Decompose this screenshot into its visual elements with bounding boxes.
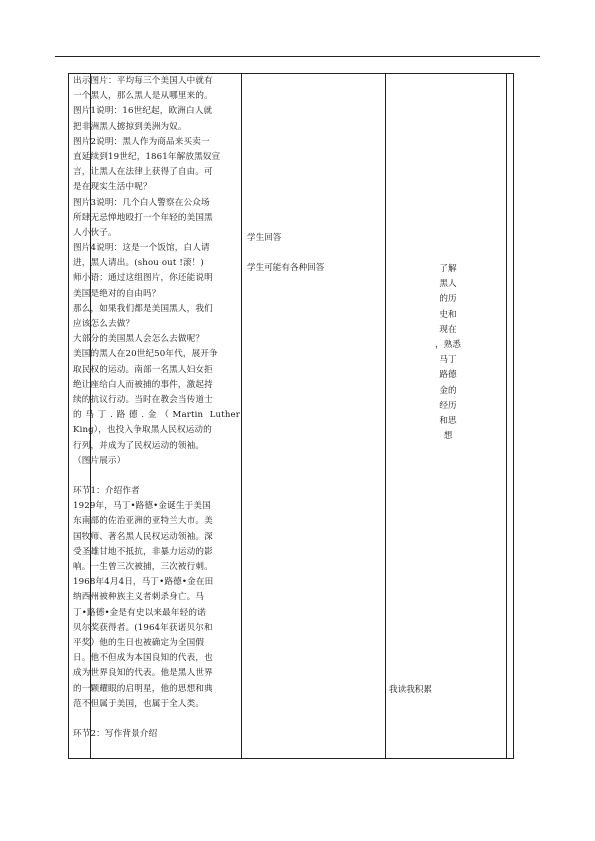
text-line: 直延续到19世纪，1861年解放黑奴宣: [73, 151, 221, 162]
text-line: 行列，并成为了民权运动的领袖。: [73, 440, 205, 451]
text-line: 受圣雄甘地不抵抗，非暴力运动的影: [73, 546, 213, 557]
text-line: 人小伙子。: [73, 227, 117, 238]
purpose-line: 史和: [439, 309, 457, 320]
text-line: 言，让黑人在法律上获得了自由。可: [73, 167, 213, 178]
text-line: 国牧师、著名黑人民权运动领袖。深: [73, 531, 213, 542]
purpose-line: 黑人: [439, 279, 457, 290]
text-line: 一个黑人，那么黑人是从哪里来的。: [73, 91, 213, 102]
text-line: 美国是绝对的自由吗？: [73, 288, 161, 299]
text-line: 丁•路德•金是有史以来最年轻的诺: [73, 607, 206, 618]
text-line: 续的抗议行动。当时在教会当传道士: [73, 394, 213, 405]
text-line: 进，黑人请出。(shou out !滚！): [73, 258, 204, 269]
text-line: 图片3说明：几个白人警察在公众场: [73, 197, 210, 208]
text-line: 把非洲黑人掳掠到美洲为奴。: [73, 121, 187, 132]
purpose-line: 和思: [439, 416, 457, 427]
text-line: 纳西州被种族主义者刺杀身亡。马: [73, 592, 205, 603]
purpose-line: 想: [443, 431, 453, 442]
text-line: 出示图片：平均每三个美国人中就有: [73, 76, 213, 86]
blank-line: [73, 469, 240, 484]
text-line: King），也投入争取黑人民权运动的: [73, 425, 212, 436]
purpose-line: ，熟悉: [435, 340, 461, 351]
text-line: 范不但属于美国，也属于全人类。: [73, 698, 205, 709]
purpose-bottom-text: 我读我积累: [389, 685, 432, 695]
text-line: 应该怎么去做？: [73, 319, 135, 329]
text-line: 师小语：通过这组图片，你还能说明: [73, 273, 213, 284]
student-various-answers-text: 学生可能有各种回答: [247, 263, 325, 273]
purpose-text: [427, 262, 469, 444]
text-line: 取民权的运动。南部一名黑人妇女拒: [73, 364, 213, 375]
text-line: 美国的黑人在20世纪50年代，展开争: [73, 349, 218, 360]
text-line: 1929年，马丁•路德•金诞生于美国: [73, 501, 211, 512]
text-line: 1968年4月4日，马丁•路德•金在田: [73, 577, 214, 588]
purpose-line: 路德: [439, 370, 457, 381]
section-heading: 环节1：介绍作者: [73, 486, 140, 497]
purpose-line: 现在: [439, 324, 457, 335]
purpose-line: 的历: [439, 294, 457, 305]
purpose-line: 了解: [439, 264, 457, 274]
text-line: 所肆无忌惮地殴打一个年轻的美国黑: [73, 212, 213, 223]
text-line: 图片1说明：16世纪起，欧洲白人就: [73, 106, 213, 117]
teaching-content-cell: [73, 74, 240, 742]
text-line: 的马丁.路德.金（Martin Luther: [73, 410, 240, 421]
blank-line: [73, 712, 240, 727]
purpose-line: 马丁: [439, 355, 457, 366]
purpose-line: 金的: [439, 385, 457, 396]
text-line: 图片4说明：这是一个饭馆，白人请: [73, 243, 210, 254]
column-divider: [385, 73, 386, 759]
text-line: 大部分的美国黑人会怎么去做呢？: [73, 334, 205, 345]
header-rule: [55, 56, 540, 57]
text-line: （图片展示）: [73, 455, 126, 466]
text-line: 贝尔奖获得者。(1964年获诺贝尔和: [73, 622, 213, 633]
text-line: 响。一生曾三次被捕，三次被行刺。: [73, 562, 213, 572]
column-divider: [241, 73, 242, 759]
text-line: 图片2说明：黑人作为商品来买卖一: [73, 136, 210, 147]
text-line: 的一颗耀眼的启明星，他的思想和典: [73, 683, 213, 694]
column-divider: [506, 73, 507, 759]
text-line: 日。他不但成为本国良知的代表，也: [73, 653, 213, 664]
text-line: 成为世界良知的代表。他是黑人世界: [73, 668, 213, 679]
text-line: 那么，如果我们都是美国黑人，我们: [73, 303, 213, 314]
text-line: 平奖）他的生日也被确定为全国假: [73, 637, 205, 648]
text-line: 东南部的佐治亚洲的亚特兰大市。美: [73, 516, 213, 527]
section-heading: 环节2：写作背景介绍: [73, 729, 158, 740]
student-answer-text: 学生回答: [247, 233, 282, 243]
text-line: 绝让座给白人而被捕的事件，激起持: [73, 379, 213, 390]
purpose-line: 经历: [439, 400, 457, 411]
text-line: 是在现实生活中呢？: [73, 182, 152, 193]
